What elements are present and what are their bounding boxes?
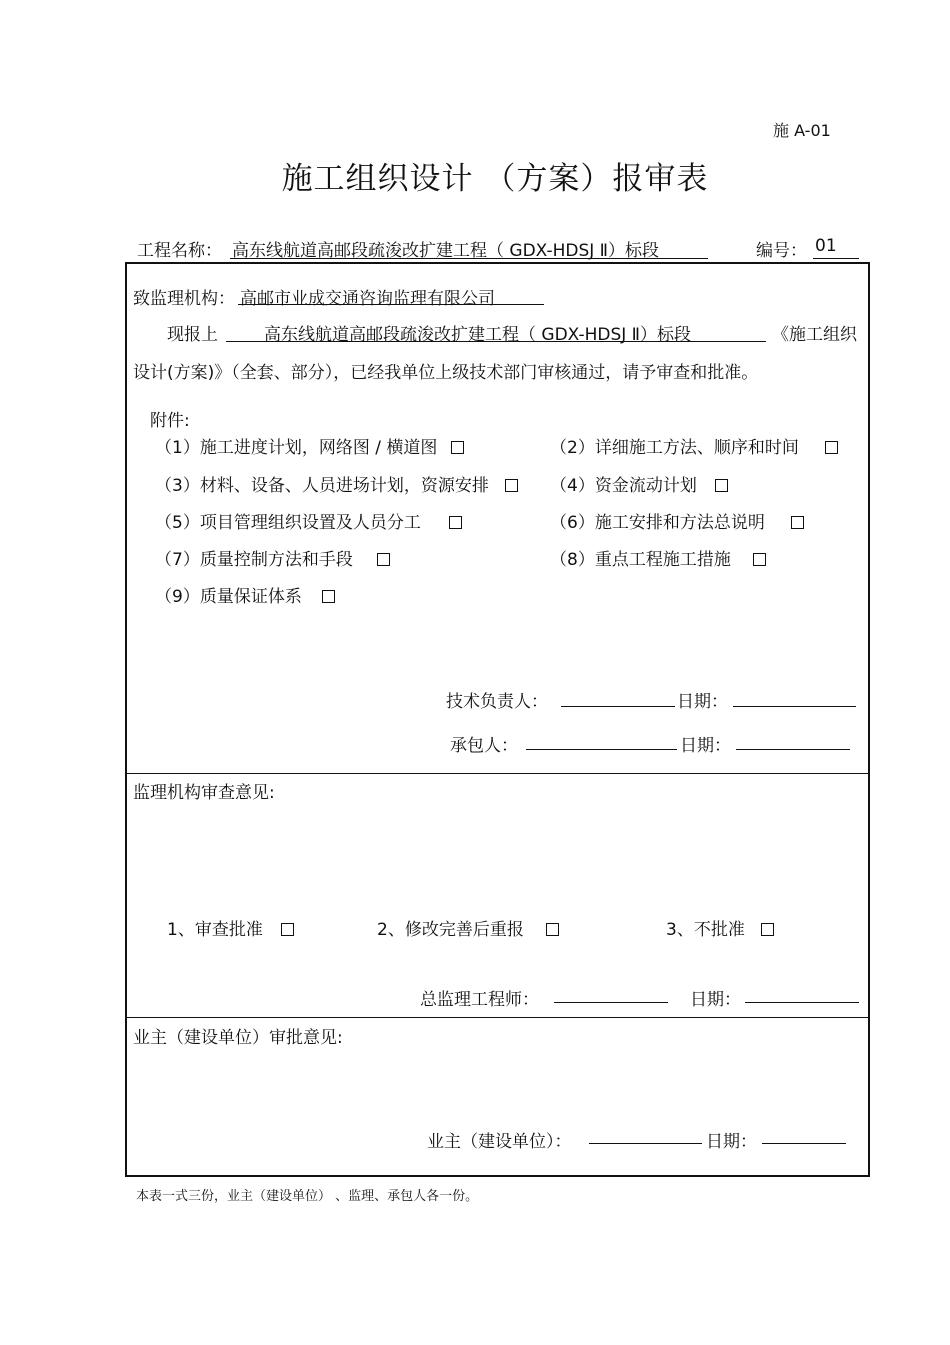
project-name-label: 工程名称： [137, 241, 222, 261]
review-option-approve-text: 1、审查批准 [167, 920, 263, 940]
tech-lead-date-line[interactable] [733, 706, 856, 707]
attachment-item-8 [550, 545, 766, 570]
contractor-date-line[interactable] [736, 749, 850, 750]
attachment-text-5: （5）项目管理组织设置及人员分工 [155, 513, 421, 533]
review-option-revise-checkbox[interactable] [546, 923, 559, 936]
owner-date-line[interactable] [762, 1143, 846, 1144]
tech-lead-date-label: 日期： [677, 692, 728, 712]
attachment-item-1 [155, 433, 464, 458]
review-option-reject-checkbox[interactable] [761, 923, 774, 936]
chief-engineer-label: 总监理工程师： [420, 990, 539, 1010]
submission-project: 高东线航道高邮段疏浚改扩建工程（ GDX-HDSJ Ⅱ）标段 [264, 325, 692, 345]
attachments-label: 附件: [150, 411, 190, 431]
attachment-checkbox-7[interactable] [377, 553, 390, 566]
page-title: 施工组织设计 （方案）报审表 [281, 161, 709, 197]
review-option-revise-text: 2、修改完善后重报 [377, 920, 524, 940]
chief-engineer-date-line[interactable] [745, 1002, 859, 1003]
review-option-approve-checkbox[interactable] [281, 923, 294, 936]
supervision-label: 监理机构审查意见: [133, 783, 275, 803]
owner-approval-label: 业主（建设单位）审批意见: [133, 1028, 343, 1048]
contractor-date-label: 日期： [680, 736, 731, 756]
owner-signature-line[interactable] [589, 1143, 702, 1144]
attachment-item-3 [155, 471, 518, 496]
submission-underline [226, 341, 766, 342]
review-option-approve [167, 915, 294, 940]
attachment-item-2 [550, 433, 838, 458]
addressee-value: 高邮市业成交通咨询监理有限公司 [240, 289, 495, 309]
chief-engineer-signature-line[interactable] [554, 1002, 668, 1003]
attachment-text-1: （1）施工进度计划，网络图 / 横道图 [155, 438, 438, 458]
review-option-reject-text: 3、不批准 [666, 920, 745, 940]
section-divider-2 [125, 1017, 870, 1018]
submission-prefix: 现报上 [167, 325, 218, 345]
attachment-checkbox-5[interactable] [449, 516, 462, 529]
project-name-underline [230, 258, 708, 259]
number-underline [813, 258, 859, 259]
attachment-item-6 [550, 508, 804, 533]
attachment-text-8: （8）重点工程施工措施 [550, 550, 731, 570]
attachment-text-2: （2）详细施工方法、顺序和时间 [550, 438, 799, 458]
number-value: 01 [815, 236, 837, 256]
addressee-underline [238, 304, 544, 305]
chief-engineer-date-label: 日期： [690, 990, 741, 1010]
attachment-text-6: （6）施工安排和方法总说明 [550, 513, 765, 533]
submission-line2: 设计(方案)》（全套、部分），已经我单位上级技术部门审核通过，请予审查和批准。 [133, 363, 759, 383]
form-code: 施 A-01 [773, 121, 831, 140]
review-option-revise [377, 915, 559, 940]
attachment-checkbox-6[interactable] [791, 516, 804, 529]
attachment-checkbox-8[interactable] [753, 553, 766, 566]
tech-lead-signature-line[interactable] [561, 706, 675, 707]
owner-sign-label: 业主（建设单位）： [427, 1132, 572, 1152]
attachment-item-9 [155, 582, 335, 607]
attachment-checkbox-9[interactable] [322, 590, 335, 603]
attachment-item-4 [550, 471, 728, 496]
section-divider-1 [125, 773, 870, 774]
attachment-item-7 [155, 545, 390, 570]
attachment-checkbox-4[interactable] [715, 479, 728, 492]
contractor-signature-line[interactable] [526, 749, 677, 750]
tech-lead-label: 技术负责人： [446, 692, 548, 712]
project-name-value: 高东线航道高邮段疏浚改扩建工程（ GDX-HDSJ Ⅱ）标段 [232, 241, 660, 261]
contractor-label: 承包人： [450, 736, 518, 756]
owner-date-label: 日期： [706, 1132, 757, 1152]
footnote: 本表一式三份，业主（建设单位） 、监理、承包人各一份。 [136, 1189, 479, 1204]
number-label: 编号： [756, 241, 807, 261]
attachment-text-7: （7）质量控制方法和手段 [155, 550, 353, 570]
attachment-item-5 [155, 508, 462, 533]
attachment-checkbox-1[interactable] [451, 441, 464, 454]
attachment-checkbox-2[interactable] [825, 441, 838, 454]
submission-suffix: 《施工组织 [772, 325, 857, 345]
attachment-text-3: （3）材料、设备、人员进场计划，资源安排 [155, 476, 489, 496]
attachment-text-4: （4）资金流动计划 [550, 476, 697, 496]
addressee-label: 致监理机构： [133, 289, 235, 309]
attachment-text-9: （9）质量保证体系 [155, 587, 302, 607]
review-option-reject [666, 915, 774, 940]
attachment-checkbox-3[interactable] [505, 479, 518, 492]
